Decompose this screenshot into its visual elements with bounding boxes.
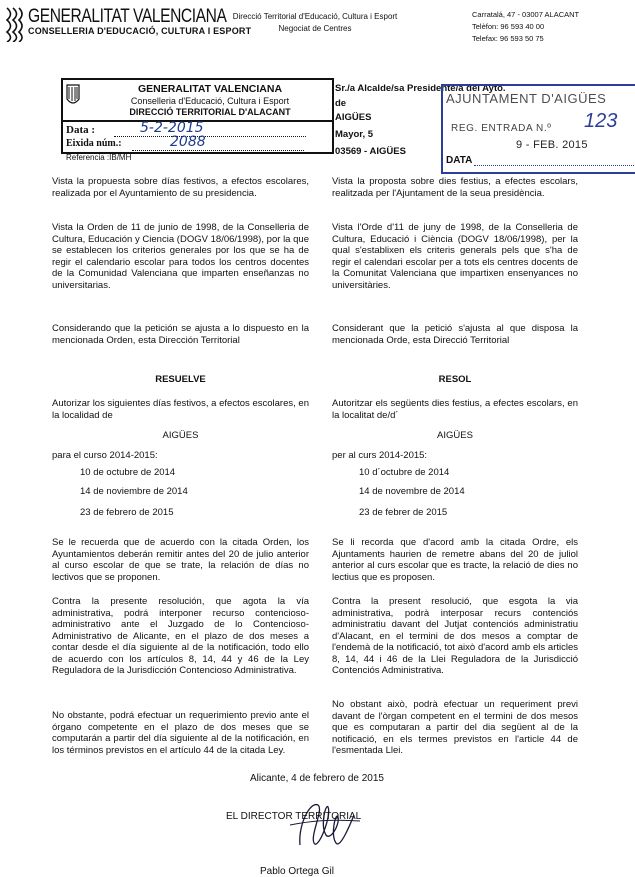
stamp-reg: REG. ENTRADA N.º — [451, 123, 552, 134]
es-paragraph: Contra la presente resolución, que agota la vía administrativa, podrá interponer recurso contencioso-administrativo ante el Juzgado de lo Contencioso-Administrativo de Alicante, en el plazo de dos meses a contar desde el día siguiente al de la notificación, todo ello de acuerdo con los artículos 8, 14, 44 y 46 de la Ley Reguladora de la Jurisdicción Contencioso Administrativa. — [52, 596, 309, 676]
va-heading: RESOL — [438, 374, 472, 385]
es-date: 23 de febrero de 2015 — [80, 507, 174, 518]
es-paragraph: Se le recuerda que de acuerdo con la citada Orden, los Ayuntamientos deberán remitir antes del 20 de julio anterior al curso escolar de que se trate, la relación de días no lectivos que se proponen. — [52, 537, 309, 583]
registry-eixida-label: Eixida núm.: — [66, 138, 122, 149]
addressee-line: AIGÜES — [335, 112, 372, 123]
va-course: per al curs 2014-2015: — [332, 450, 428, 461]
va-paragraph: Considerant que la petició s'ajusta al que disposa la mencionada Orde, esta Direcció Territorial — [332, 323, 578, 346]
va-paragraph: Se li recorda que d'acord amb la citada Ordre, els Ajuntaments haurien de remetre abans del 20 de juliol anterior al curs escolar que es tracte, la relació de dies no lectius que es proposen. — [332, 537, 578, 583]
stamp-number: 123 — [584, 110, 618, 132]
letterhead-dept: CONSELLERIA D'EDUCACIÓ, CULTURA I ESPORT — [28, 26, 252, 36]
contact-fax: Telefax: 96 593 50 75 — [472, 34, 544, 43]
es-paragraph: No obstante, podrá efectuar un requerimiento previo ante el órgano competente en el plazo de dos meses que se computarán a partir del día siguiente al de la notificación, en los términos previstos en el artículo 44 de la citada Ley. — [52, 710, 309, 756]
es-course: para el curso 2014-2015: — [52, 450, 158, 461]
signer-name: Pablo Ortega Gil — [260, 866, 334, 877]
registry-date-value: 5-2-2015 — [140, 120, 204, 136]
va-paragraph: Vista l'Orde d'11 de juny de 1998, de la Conselleria de Cultura, Educació i Ciència (DOGV 18/06/1998), per la qual s'establixen els criteris generals pels que s'ha de regir el calendari escolar per a tots els centres docents de la Comunitat Valenciana que impartixen ensenyances no universitàries. — [332, 222, 578, 291]
addressee-line: Mayor, 5 — [335, 129, 374, 140]
va-paragraph: No obstant això, podrà efectuar un requeriment previ davant de l'òrgan competent en el termini de dos mesos que es computaran a partir del dia següent al de la notificació, en els termes previstos en l'article 44 de l'esmentada Llei. — [332, 699, 578, 756]
contact-address: Carratalá, 47 - 03007 ALACANT — [472, 10, 580, 19]
office-line: Negociat de Centres — [278, 24, 352, 33]
es-paragraph: Vista la Orden de 11 de junio de 1998, de la Conselleria de Cultura, Educación y Ciencia (DOGV 18/06/1998), por la que se establecen los criterios generales por los que se ha de regir el calendario escolar para todos los centros docentes de la Comunidad Valenciana que imparten enseñanzas no universitarias. — [52, 222, 309, 291]
signer-title: EL DIRECTOR TERRITORIAL — [226, 811, 362, 822]
stamp-data-label: DATA — [446, 155, 473, 166]
es-paragraph: Autorizar los siguientes días festivos, a efectos escolares, en la localidad de — [52, 398, 309, 421]
letterhead-contact — [472, 9, 579, 45]
letterhead-office — [215, 11, 415, 35]
addressee-line: 03569 - AIGÜES — [335, 146, 406, 157]
es-locality: AIGÜES — [162, 430, 199, 441]
va-date: 10 d´octubre de 2014 — [359, 467, 450, 478]
stamp-title: AJUNTAMENT D'AIGÜES — [446, 91, 607, 106]
stamp-data-line — [474, 165, 634, 166]
registry-date-label: Data : — [66, 124, 96, 136]
va-paragraph: Vista la proposta sobre dies festius, a efectes escolars, realitzada per l'Ajuntament de la seua presidència. — [332, 176, 578, 199]
stamp-date: 9 - FEB. 2015 — [516, 139, 588, 151]
es-heading: RESUELVE — [155, 374, 206, 385]
letterhead-org: GENERALITAT VALENCIANA — [28, 6, 227, 27]
office-line: Direcció Territorial d'Educació, Cultura i Esport — [232, 12, 398, 21]
contact-phone: Telèfon: 96 593 40 00 — [472, 22, 545, 31]
registry-date-line — [114, 136, 306, 137]
es-paragraph: Vista la propuesta sobre días festivos, a efectos escolares, realizada por el Ayuntamiento de su presidencia. — [52, 176, 309, 199]
va-paragraph: Autoritzar els següents dies festius, a efectes escolars, en la localitat de/d´ — [332, 398, 578, 421]
registry-org: GENERALITAT VALENCIANA — [137, 83, 283, 95]
generalitat-logo-icon — [4, 6, 24, 42]
va-date: 23 de febrer de 2015 — [359, 507, 448, 518]
es-paragraph: Considerando que la petición se ajusta a lo dispuesto en la mencionada Orden, esta Dirección Territorial — [52, 323, 309, 346]
registry-dept: Conselleria d'Educació, Cultura i Esport — [130, 96, 290, 106]
va-paragraph: Contra la present resolució, que esgota la via administrativa, podrà interposar recurs contenciós administratiu davant del Jutjat contenciós administratiu d'Alacant, en el termini de dos mesos a comptar de l'endemà de la notificació, tot això d'acord amb els articles 8, 14, 44 i 46 de la Llei Reguladora de la Jurisdicció Contenciós Administrativa. — [332, 596, 578, 676]
reference-code: Referencia :IB/MH — [66, 153, 132, 162]
document-date: Alicante, 4 de febrero de 2015 — [250, 773, 384, 784]
registry-eixida-line — [132, 150, 304, 151]
addressee-line: de — [335, 98, 347, 109]
addressee-line: Sr./a Alcalde/sa Presidente/a del Ayto. — [335, 83, 506, 94]
va-locality: AIGÜES — [437, 430, 473, 441]
generalitat-crest-icon — [66, 84, 80, 108]
es-date: 14 de noviembre de 2014 — [80, 486, 188, 497]
va-date: 14 de novembre de 2014 — [359, 486, 465, 497]
registry-eixida-value: 2088 — [170, 134, 206, 150]
es-date: 10 de octubre de 2014 — [80, 467, 176, 478]
registry-office: DIRECCIÓ TERRITORIAL D'ALACANT — [129, 107, 291, 117]
signature-icon — [280, 795, 364, 853]
